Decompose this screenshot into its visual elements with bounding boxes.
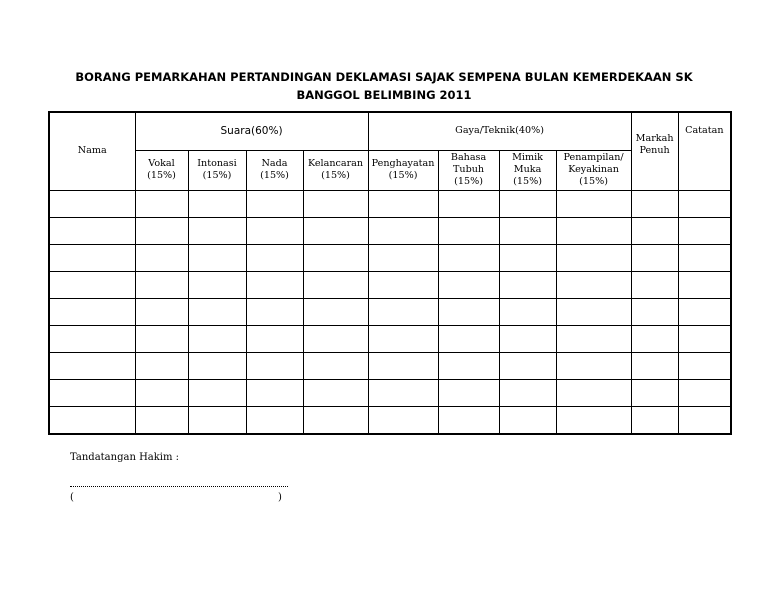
table-cell[interactable] [49,298,135,325]
criteria-header-line: Muka [513,164,542,175]
table-cell[interactable] [499,379,556,406]
table-cell[interactable] [246,298,303,325]
table-row [49,271,731,298]
table-cell[interactable] [303,406,368,434]
criteria-header-cell [188,150,246,190]
table-cell[interactable] [188,406,246,434]
table-cell[interactable] [303,352,368,379]
criteria-header-line: (15%) [202,170,232,181]
table-cell[interactable] [368,379,438,406]
table-cell[interactable] [438,406,499,434]
table-cell[interactable] [246,325,303,352]
criteria-header-cell [556,150,631,190]
table-cell[interactable] [303,190,368,217]
form-title-line-2: BANGGOL BELIMBING 2011 [296,88,472,102]
table-cell[interactable] [499,352,556,379]
table-cell[interactable] [438,217,499,244]
table-cell[interactable] [678,379,731,406]
header-markah-line-2: Penuh [639,145,670,156]
criteria-header-line: Keyakinan [568,164,619,175]
header-group-gaya: Gaya/Teknik(40%) [368,112,631,150]
table-cell[interactable] [303,244,368,271]
criteria-header-line: (15%) [321,170,350,181]
table-row [49,352,731,379]
form-title-line-1: BORANG PEMARKAHAN PERTANDINGAN DEKLAMASI SAJAK SEMPENA BULAN KEMERDEKAAN SK [75,70,693,84]
table-cell[interactable] [556,298,631,325]
table-cell[interactable] [678,352,731,379]
table-cell[interactable] [678,325,731,352]
table-cell[interactable] [438,325,499,352]
table-cell[interactable] [135,406,188,434]
signature-open-paren: ( [70,492,74,503]
table-cell[interactable] [556,325,631,352]
table-row [49,406,731,434]
criteria-header-cell [499,150,556,190]
table-cell[interactable] [303,379,368,406]
table-cell[interactable] [499,190,556,217]
signature-close-paren: ) [278,492,282,503]
table-cell[interactable] [368,298,438,325]
criteria-header-line: Vokal [148,158,175,169]
table-cell[interactable] [49,217,135,244]
table-cell[interactable] [631,352,678,379]
criteria-header-line: (15%) [388,170,418,181]
table-cell[interactable] [49,190,135,217]
table-cell[interactable] [678,298,731,325]
table-cell[interactable] [438,190,499,217]
table-cell[interactable] [303,217,368,244]
table-cell[interactable] [368,271,438,298]
criteria-header-row [49,150,731,190]
table-cell[interactable] [246,379,303,406]
table-cell[interactable] [246,190,303,217]
table-cell[interactable] [556,190,631,217]
table-cell[interactable] [368,217,438,244]
table-cell[interactable] [499,325,556,352]
table-cell[interactable] [556,352,631,379]
table-cell[interactable] [135,217,188,244]
header-markah-penuh [631,112,678,190]
table-cell[interactable] [188,298,246,325]
table-cell[interactable] [368,190,438,217]
table-cell[interactable] [188,217,246,244]
table-cell[interactable] [188,325,246,352]
criteria-header-line: Tubuh [453,164,485,175]
table-cell[interactable] [631,325,678,352]
table-cell[interactable] [678,217,731,244]
table-cell[interactable] [368,244,438,271]
table-cell[interactable] [368,352,438,379]
criteria-header-cell [246,150,303,190]
table-cell[interactable] [631,271,678,298]
table-cell[interactable] [135,325,188,352]
table-cell[interactable] [135,298,188,325]
table-cell[interactable] [556,217,631,244]
table-cell[interactable] [631,379,678,406]
table-cell[interactable] [631,406,678,434]
table-cell[interactable] [246,244,303,271]
criteria-header-line: (15%) [513,176,542,187]
table-cell[interactable] [49,244,135,271]
signature-line [70,486,288,487]
table-cell[interactable] [678,271,731,298]
criteria-header-line: (15%) [147,170,176,181]
table-cell[interactable] [678,190,731,217]
header-catatan: Catatan [678,112,731,190]
table-cell[interactable] [135,190,188,217]
criteria-header-line: (15%) [579,176,608,187]
table-cell[interactable] [49,352,135,379]
table-cell[interactable] [368,325,438,352]
criteria-header-line: Intonasi [197,158,237,169]
criteria-header-line: Nada [261,158,288,169]
table-cell[interactable] [135,352,188,379]
table-cell[interactable] [303,271,368,298]
table-cell[interactable] [499,244,556,271]
criteria-header-cell [368,150,438,190]
criteria-header-line: (15%) [260,170,289,181]
criteria-header-cell [438,150,499,190]
table-cell[interactable] [303,325,368,352]
table-cell[interactable] [678,406,731,434]
table-cell[interactable] [499,271,556,298]
table-cell[interactable] [631,298,678,325]
table-cell[interactable] [246,406,303,434]
table-cell[interactable] [188,352,246,379]
criteria-header-line: (15%) [454,176,483,187]
table-cell[interactable] [631,244,678,271]
header-group-suara: Suara(60%) [135,112,368,150]
table-cell[interactable] [556,379,631,406]
form-title [40,68,728,104]
table-cell[interactable] [438,244,499,271]
table-cell[interactable] [631,217,678,244]
table-cell[interactable] [678,244,731,271]
table-row [49,244,731,271]
criteria-header-cell [303,150,368,190]
criteria-header-cell [135,150,188,190]
table-cell[interactable] [49,379,135,406]
table-cell[interactable] [438,352,499,379]
table-cell[interactable] [246,271,303,298]
table-cell[interactable] [556,271,631,298]
table-row [49,325,731,352]
score-table [48,111,732,435]
table-cell[interactable] [499,217,556,244]
table-cell[interactable] [135,271,188,298]
table-row [49,298,731,325]
table-cell[interactable] [556,244,631,271]
table-row [49,217,731,244]
table-cell[interactable] [303,298,368,325]
criteria-header-line: Kelancaran [307,158,364,169]
table-row [49,190,731,217]
table-cell[interactable] [135,379,188,406]
table-cell[interactable] [438,379,499,406]
table-cell[interactable] [188,379,246,406]
table-cell[interactable] [188,271,246,298]
table-cell[interactable] [246,352,303,379]
table-cell[interactable] [499,298,556,325]
criteria-header-line: Penampilan/ [563,152,624,163]
signature-label: Tandatangan Hakim : [70,452,180,463]
criteria-header-line: Penghayatan [371,158,435,169]
table-row [49,379,731,406]
table-cell[interactable] [188,244,246,271]
table-cell[interactable] [49,325,135,352]
table-cell[interactable] [631,190,678,217]
table-cell[interactable] [49,406,135,434]
table-cell[interactable] [499,406,556,434]
table-cell[interactable] [438,298,499,325]
criteria-header-line: Mimik [512,152,543,163]
score-body [49,190,731,434]
table-cell[interactable] [188,190,246,217]
table-cell[interactable] [438,271,499,298]
criteria-header-line: Bahasa [450,152,487,163]
table-cell[interactable] [368,406,438,434]
table-cell[interactable] [556,406,631,434]
header-markah-line-1: Markah [635,133,674,144]
table-cell[interactable] [135,244,188,271]
table-cell[interactable] [49,271,135,298]
header-nama: Nama [49,112,135,190]
table-cell[interactable] [246,217,303,244]
